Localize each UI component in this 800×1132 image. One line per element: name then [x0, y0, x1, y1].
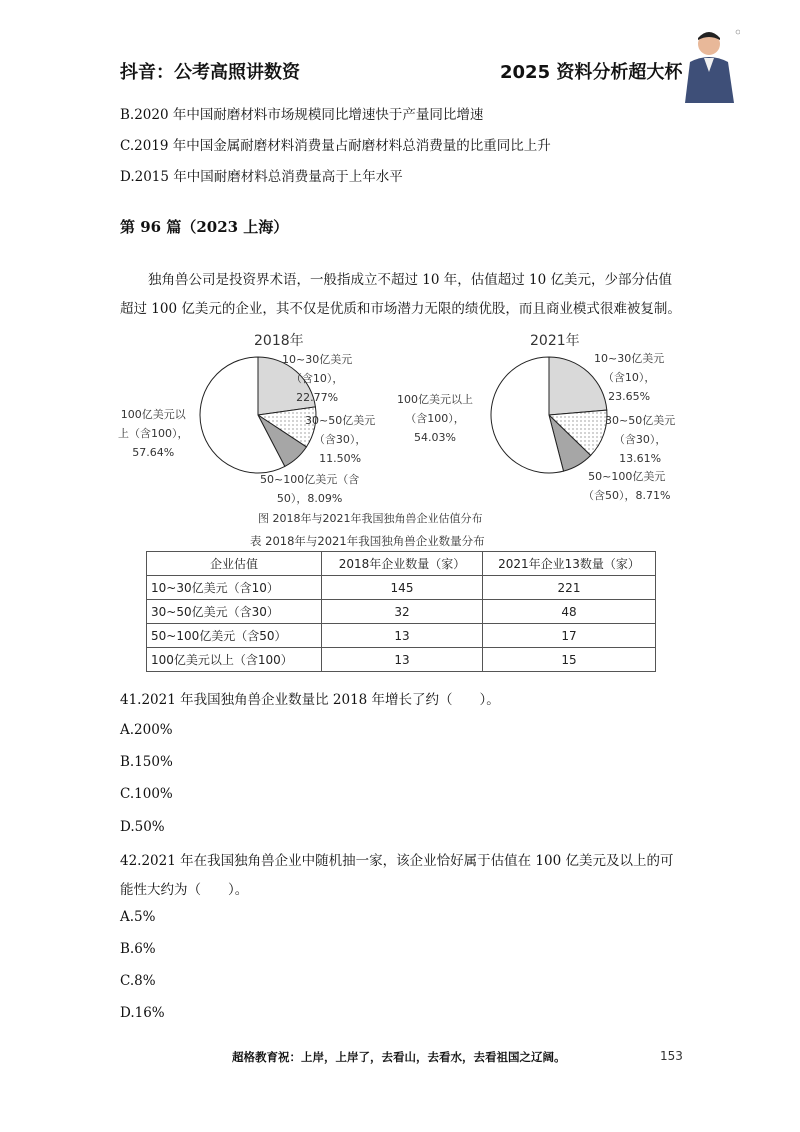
- prev-option-d: D.2015 年中国耐磨材料总消费量高于上年水平: [120, 169, 403, 185]
- q42-stem-line-2: 能性大约为（ ）。: [120, 882, 249, 898]
- label-line: （含30），: [613, 433, 667, 446]
- cell: 30~50亿美元（含30）: [147, 600, 322, 624]
- col-header: 2021年企业13数量（家）: [483, 552, 656, 576]
- figure-caption: 图 2018年与2021年我国独角兽企业估值分布: [258, 512, 483, 525]
- label-line: （含30），: [313, 433, 367, 446]
- pie-2018-title: 2018年: [254, 333, 304, 349]
- intro-line-1: 独角兽公司是投资界术语，一般指成立不超过 10 年，估值超过 10 亿美元，少部分估值: [148, 272, 673, 288]
- table-title: 表 2018年与2021年我国独角兽企业数量分布: [250, 534, 485, 548]
- label-line: 54.03%: [414, 431, 456, 444]
- label-line: 100亿美元以上: [397, 393, 473, 406]
- q41-option-b[interactable]: B.150%: [120, 754, 173, 770]
- prev-option-c: C.2019 年中国金属耐磨材料消费量占耐磨材料总消费量的比重同比上升: [120, 138, 551, 154]
- pie-2018-label-30-50: [305, 411, 375, 468]
- cell: 48: [483, 600, 656, 624]
- label-line: 50），8.09%: [276, 492, 343, 505]
- q41-option-c[interactable]: C.100%: [120, 786, 173, 802]
- label-line: 11.50%: [319, 452, 362, 465]
- table-row: [147, 624, 656, 648]
- label-line: 23.65%: [608, 390, 651, 403]
- header-right: 2025 资料分析超大杯: [500, 62, 683, 83]
- pie-charts: [0, 0, 800, 560]
- pie-2018-label-50-100: [260, 470, 359, 508]
- intro-line-2: 超过 100 亿美元的企业，其不仅是优质和市场潜力无限的绩优股，而且商业模式很难被复制。: [120, 301, 681, 317]
- label-line: （含100），: [405, 412, 465, 425]
- label-line: 上（含100），: [118, 427, 189, 440]
- pie-2018-label-10-30: [282, 350, 352, 407]
- label-line: 50~100亿美元: [588, 470, 666, 483]
- col-header: 企业估值: [147, 552, 322, 576]
- cell: 13: [322, 624, 483, 648]
- pie-2018-label-100plus: [118, 405, 189, 462]
- footer-slogan: 超格教育祝：上岸，上岸了，去看山，去看水，去看祖国之辽阔。: [232, 1050, 566, 1064]
- label-line: 10~30亿美元: [594, 352, 665, 365]
- cell: 221: [483, 576, 656, 600]
- cell: 145: [322, 576, 483, 600]
- prev-option-b: B.2020 年中国耐磨材料市场规模同比增速快于产量同比增速: [120, 107, 484, 123]
- data-table: [146, 551, 656, 672]
- page-number: 153: [660, 1049, 683, 1063]
- cell: 50~100亿美元（含50）: [147, 624, 322, 648]
- cell: 13: [322, 648, 483, 672]
- label-line: （含10），: [602, 371, 656, 384]
- label-line: 13.61%: [619, 452, 662, 465]
- q41-option-a[interactable]: A.200%: [120, 722, 173, 738]
- table-row: [147, 648, 656, 672]
- label-line: （含50），8.71%: [583, 489, 671, 502]
- cell: 32: [322, 600, 483, 624]
- section-title: 第 96 篇（2023 上海）: [120, 218, 289, 236]
- q42-option-d[interactable]: D.16%: [120, 1005, 165, 1021]
- q41-option-d[interactable]: D.50%: [120, 819, 165, 835]
- table-row: [147, 576, 656, 600]
- label-line: （含10），: [290, 372, 344, 385]
- q41-stem: 41.2021 年我国独角兽企业数量比 2018 年增长了约（ ）。: [120, 692, 500, 708]
- cell: 100亿美元以上（含100）: [147, 648, 322, 672]
- label-line: 57.64%: [132, 446, 175, 459]
- label-line: 30~50亿美元: [305, 414, 376, 427]
- header-left: 抖音：公考高照讲数资: [120, 62, 300, 83]
- pie-2021-label-100plus: [397, 390, 473, 447]
- label-line: 22.77%: [296, 391, 339, 404]
- cell: 15: [483, 648, 656, 672]
- label-line: 100亿美元以: [120, 408, 186, 421]
- pie-2021-label-10-30: [594, 349, 664, 406]
- q42-option-c[interactable]: C.8%: [120, 973, 156, 989]
- label-line: 30~50亿美元: [605, 414, 676, 427]
- pie-2021-label-30-50: [605, 411, 675, 468]
- table-header-row: [147, 552, 656, 576]
- label-line: 10~30亿美元: [282, 353, 353, 366]
- cell: 10~30亿美元（含10）: [147, 576, 322, 600]
- table-row: [147, 600, 656, 624]
- col-header: 2018年企业数量（家）: [322, 552, 483, 576]
- pie-2021-label-50-100: [583, 467, 670, 505]
- label-line: 50~100亿美元（含: [260, 473, 360, 486]
- q42-option-b[interactable]: B.6%: [120, 941, 156, 957]
- q42-stem-line-1: 42.2021 年在我国独角兽企业中随机抽一家，该企业恰好属于估值在 100 亿美元及以上的可: [120, 853, 674, 869]
- cell: 17: [483, 624, 656, 648]
- pie-2021-title: 2021年: [530, 333, 580, 349]
- q42-option-a[interactable]: A.5%: [120, 909, 156, 925]
